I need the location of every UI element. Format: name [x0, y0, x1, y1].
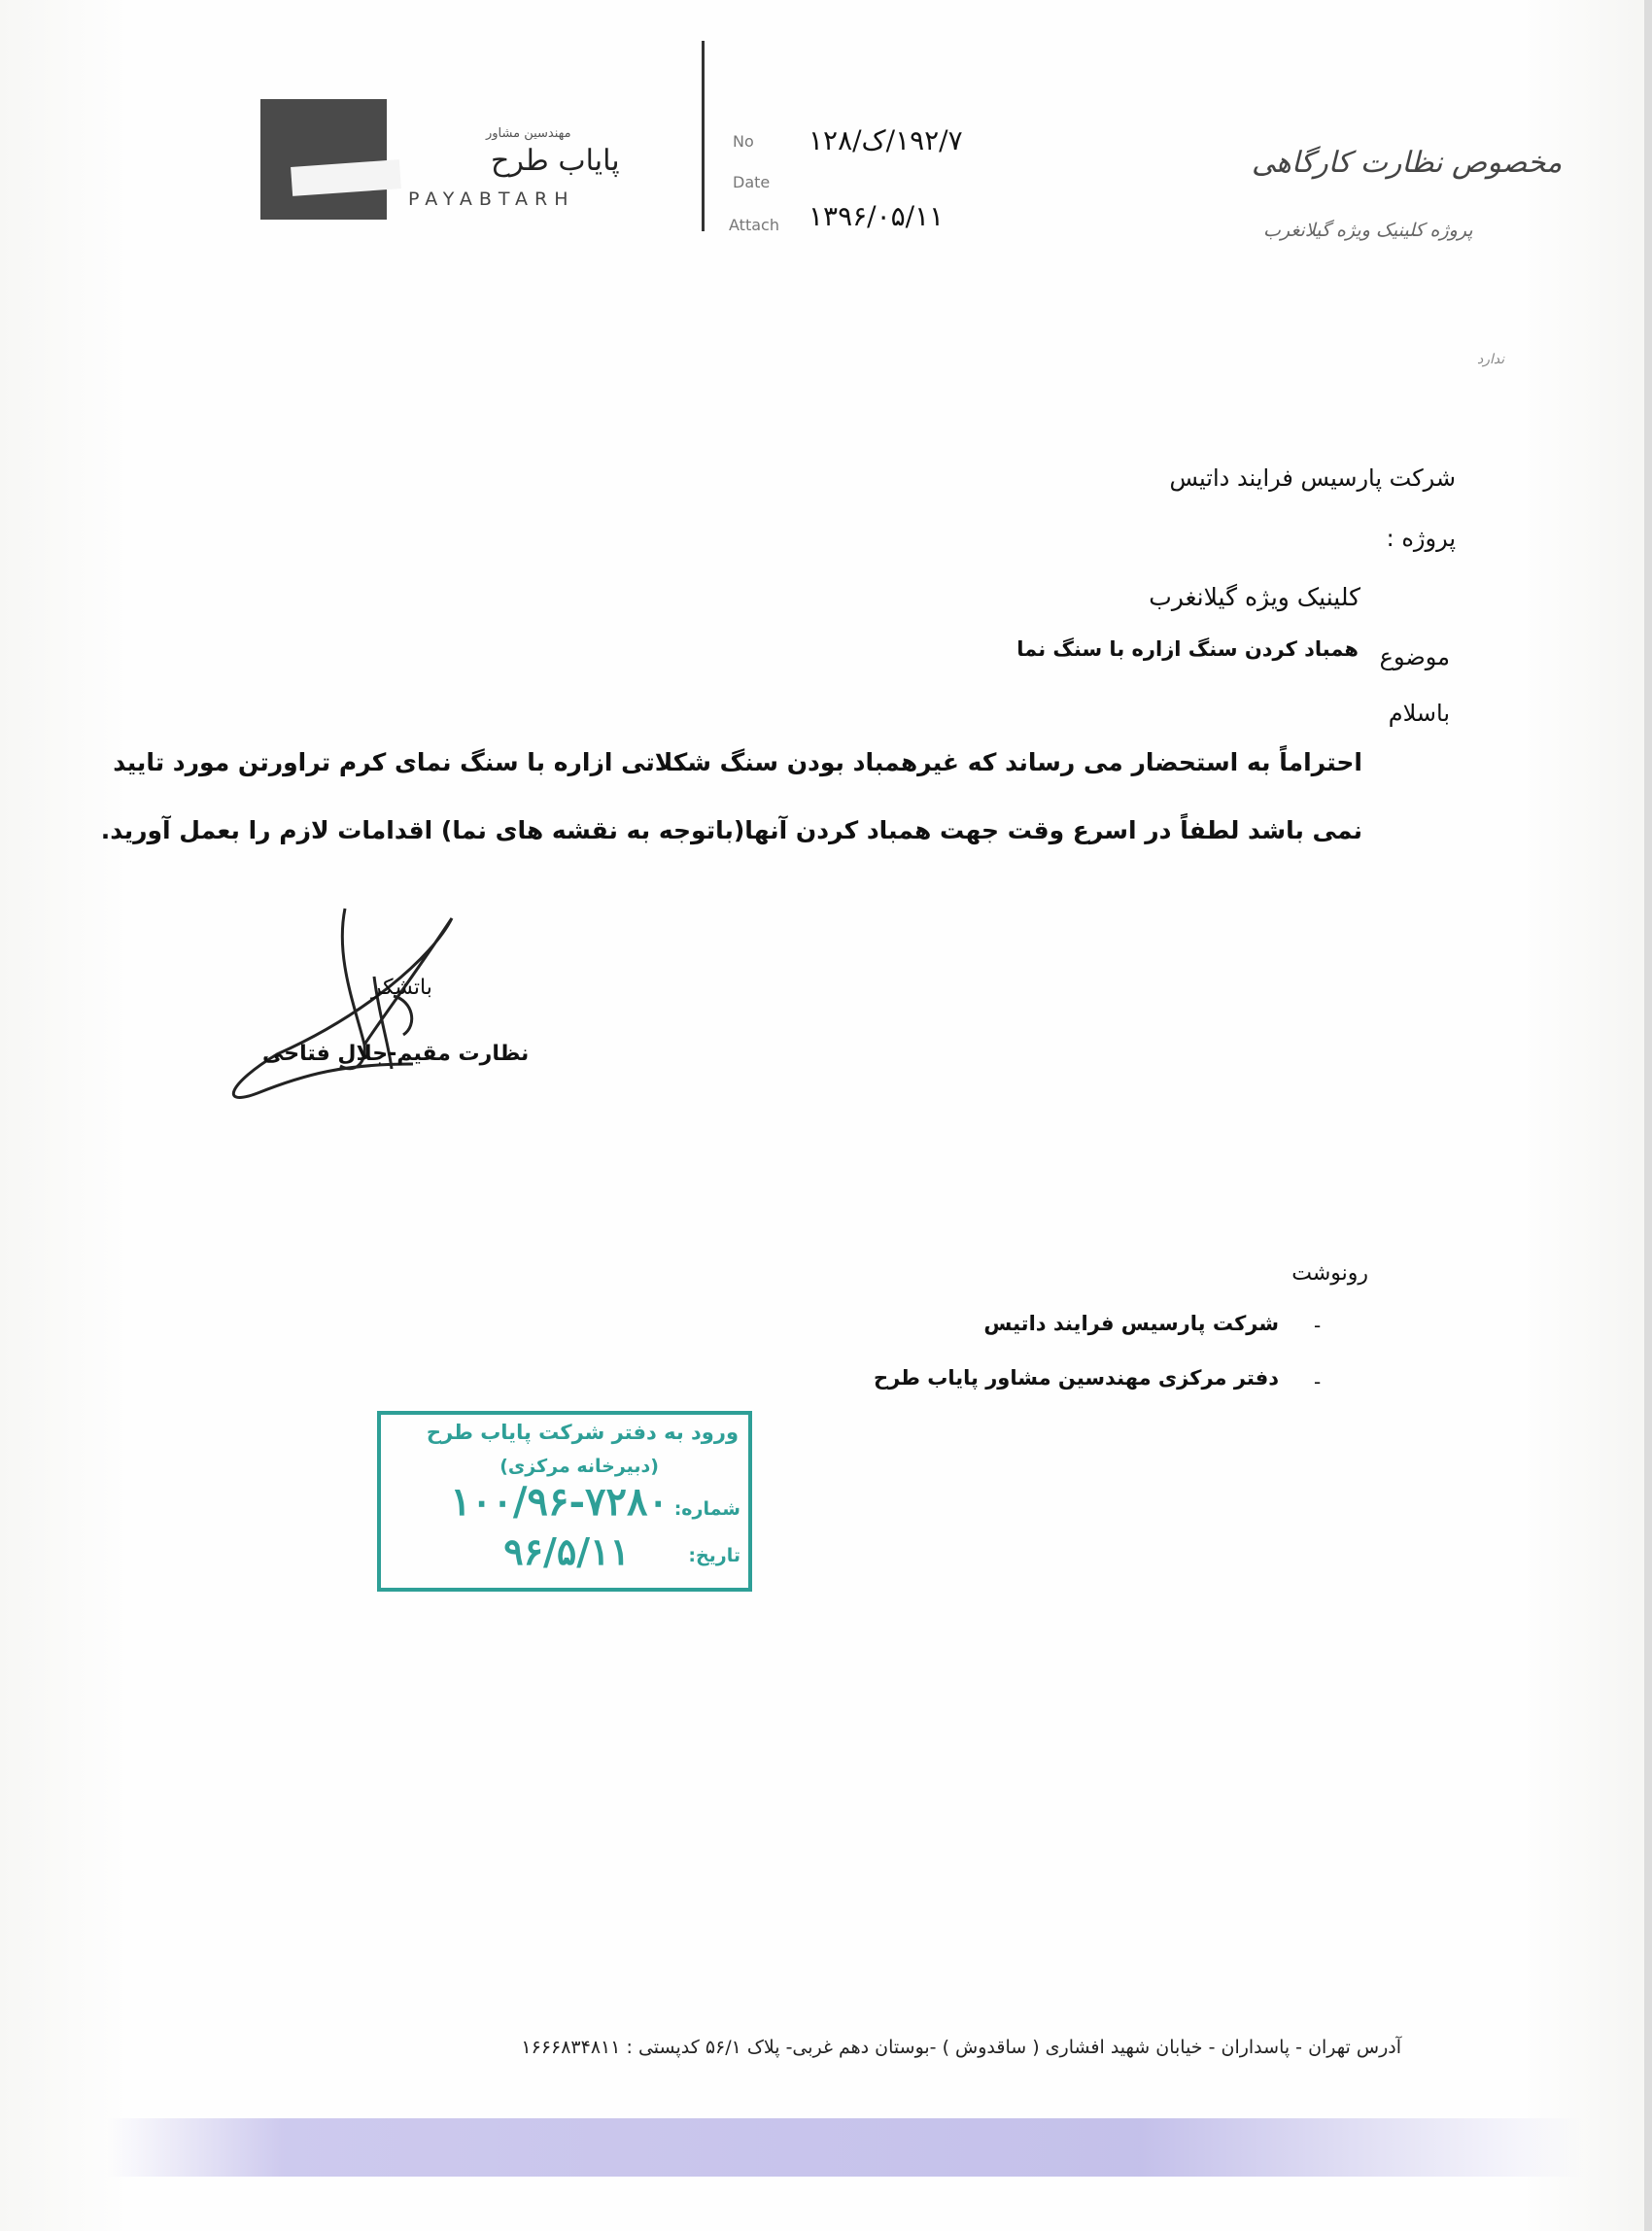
body-line-2: نمی باشد لطفاً در اسرع وقت جهت همباد کردن آنها(باتوجه به نقشه های نما) اقدامات لازم را بعمل آورید. — [100, 816, 1362, 844]
cc-bullet-2: - — [1314, 1370, 1322, 1393]
closing: باتشکر — [371, 976, 432, 1000]
footer-color-band — [107, 2118, 1584, 2177]
cc-item-2: دفتر مرکزی مهندسین مشاور پایاب طرح — [873, 1366, 1279, 1390]
receipt-stamp — [377, 1411, 752, 1592]
handwritten-note-top: مخصوص نظارت کارگاهی — [1252, 146, 1563, 180]
header-divider — [702, 41, 705, 231]
logo-mark — [260, 99, 387, 220]
stamp-number-value: ۱۰۰/۹۶-۷۲۸۰ — [450, 1479, 669, 1525]
cc-title: رونوشت — [1291, 1261, 1368, 1286]
logo-subtitle: مهندسین مشاور — [486, 126, 571, 141]
letter-date: ۱۳۹۶/۰۵/۱۱ — [809, 200, 945, 232]
signatory: نظارت مقیم-جلال فتاحی — [262, 1042, 530, 1066]
stamp-title: ورود به دفتر شرکت پایاب طرح — [426, 1421, 739, 1444]
handwritten-note-attach: ندارد — [1477, 352, 1505, 367]
footer-address: آدرس تهران - پاسداران - خیابان شهید افشاری ( ساقدوش ) -بوستان دهم غربی- پلاک ۵۶/۱ کدپستی : ۱۶۶۶۸۳۴۸۱۱ — [521, 2037, 1401, 2058]
date-label: Date — [733, 173, 771, 191]
cc-item-1: شرکت پارسیس فرایند داتیس — [983, 1312, 1279, 1335]
page-edge-shadow — [1644, 0, 1652, 2231]
handwritten-note-project: پروژه کلینیک ویژه گیلانغرب — [1263, 220, 1473, 241]
no-label: No — [733, 132, 754, 151]
attach-label: Attach — [729, 216, 779, 234]
project-label: پروژه : — [1386, 525, 1456, 552]
stamp-date-label: تاریخ: — [688, 1545, 740, 1566]
greeting: باسلام — [1388, 700, 1450, 727]
logo-title: پایاب طرح — [491, 144, 620, 178]
subject-label: موضوع — [1379, 643, 1450, 670]
cc-bullet-1: - — [1314, 1314, 1322, 1337]
letter-number: ۱۹۲/۷/ک/۱۲۸ — [809, 124, 963, 156]
project-name: کلینیک ویژه گیلانغرب — [1149, 583, 1360, 611]
body-line-1: احتراماً به استحضار می رساند که غیرهمباد بودن سنگ شکلاتی ازاره با سنگ نمای کرم تراورتن مورد تایید — [113, 748, 1362, 776]
stamp-date-value: ۹۶/۵/۱۱ — [503, 1529, 630, 1573]
handwritten-signature — [219, 899, 491, 1113]
stamp-subtitle: (دبیرخانه مرکزی) — [499, 1456, 659, 1477]
stamp-number-label: شماره: — [673, 1498, 740, 1520]
logo-latin-name: PAYABTARH — [408, 189, 575, 210]
recipient: شرکت پارسیس فرایند داتیس — [1169, 464, 1456, 492]
subject-text: همباد کردن سنگ ازاره با سنگ نما — [1016, 637, 1359, 661]
